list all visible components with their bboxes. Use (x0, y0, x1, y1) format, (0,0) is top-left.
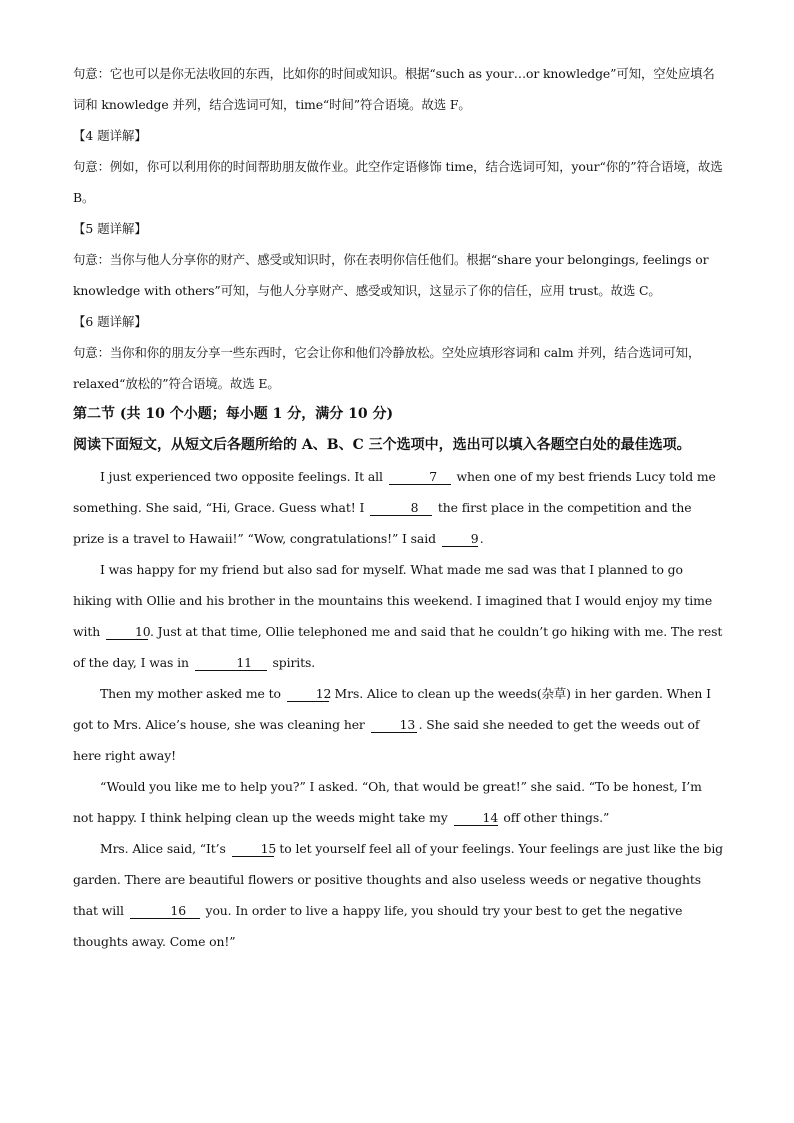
passage-paragraph-1 (73, 461, 723, 554)
text: Then my mother asked me to (100, 686, 285, 701)
text: when one of my best friends Lucy told me something. She said, “Hi, Grace. Guess what! I (73, 469, 716, 515)
explanation-5: 句意：当你与他人分享你的财产、感受或知识时，你在表明你信任他们。根据“share your belongings, feelings or knowledge with others”可知，与他人分享财产、感受或知识，这显示了你的信任，应用 trust。故选 C。 (73, 252, 709, 298)
blank-11: 11 (195, 656, 267, 671)
blank-12: 12 (287, 687, 329, 702)
text: off other things.” (499, 810, 610, 825)
heading-q5: 【5 题详解】 (73, 221, 147, 236)
section-title: 第二节 (共 10 个小题；每小题 1 分，满分 10 分) (73, 406, 394, 422)
passage-paragraph-3 (73, 678, 723, 771)
blank-9: 9 (442, 532, 478, 547)
text: the first place in the competition and the prize is a travel to Hawaii!” “Wow, congratulations!” I said (73, 500, 692, 546)
heading-q6: 【6 题详解】 (73, 314, 147, 329)
blank-16: 16 (130, 904, 200, 919)
text: . (479, 531, 484, 546)
blank-8: 8 (370, 501, 432, 516)
text: I was happy for my friend but also sad for myself. What made me sad was that I planned to go hiking with Ollie and his brother in the mountains this weekend. I imagined that I would enjoy my time with (73, 562, 713, 639)
text: Mrs. Alice to clean up the weeds(杂草) in her garden. When I got to Mrs. Alice’s house, she was cleaning her (73, 686, 711, 732)
explanation-3: 句意：它也可以是你无法收回的东西，比如你的时间或知识。根据“such as your…or knowledge”可知，空处应填名词和 knowledge 并列，结合选词可知，time“时间”符合语境。故选 F。 (73, 66, 715, 112)
heading-q4: 【4 题详解】 (73, 128, 147, 143)
passage-paragraph-2 (73, 554, 723, 678)
text: . Just at that time, Ollie telephoned me and said that he couldn’t go hiking with me. The rest of the day, I was in (73, 624, 723, 670)
section-instruction: 阅读下面短文，从短文后各题所给的 A、B、C 三个选项中，选出可以填入各题空白处的最佳选项。 (73, 437, 691, 453)
blank-7: 7 (389, 470, 451, 485)
blank-14: 14 (454, 811, 498, 826)
passage-paragraph-5 (73, 833, 723, 957)
blank-13: 13 (371, 718, 417, 733)
explanation-6: 句意：当你和你的朋友分享一些东西时，它会让你和他们冷静放松。空处应填形容词和 calm 并列，结合选词可知，relaxed“放松的”符合语境。故选 E。 (73, 345, 701, 391)
explanation-4: 句意：例如，你可以利用你的时间帮助朋友做作业。此空作定语修饰 time，结合选词可知，your“你的”符合语境，故选 B。 (73, 159, 723, 205)
text: Mrs. Alice said, “It’s (100, 841, 230, 856)
passage-paragraph-4 (73, 771, 723, 833)
text: “Would you like me to help you?” I asked. “Oh, that would be great!” she said. “To be honest, I’m not happy. I think helping clean up the weeds might take my (73, 779, 702, 825)
document-page (73, 58, 723, 957)
blank-15: 15 (232, 842, 274, 857)
blank-10: 10 (106, 625, 148, 640)
text: I just experienced two opposite feelings. It all (100, 469, 387, 484)
text: you. In order to live a happy life, you should try your best to get the negative thoughts away. Come on!” (73, 903, 683, 949)
text: to let yourself feel all of your feelings. Your feelings are just like the big garden. There are beautiful flowers or positive thoughts and also useless weeds or negative thoughts that will (73, 841, 724, 918)
text: . She said she needed to get the weeds out of here right away! (73, 717, 700, 763)
text: spirits. (268, 655, 316, 670)
